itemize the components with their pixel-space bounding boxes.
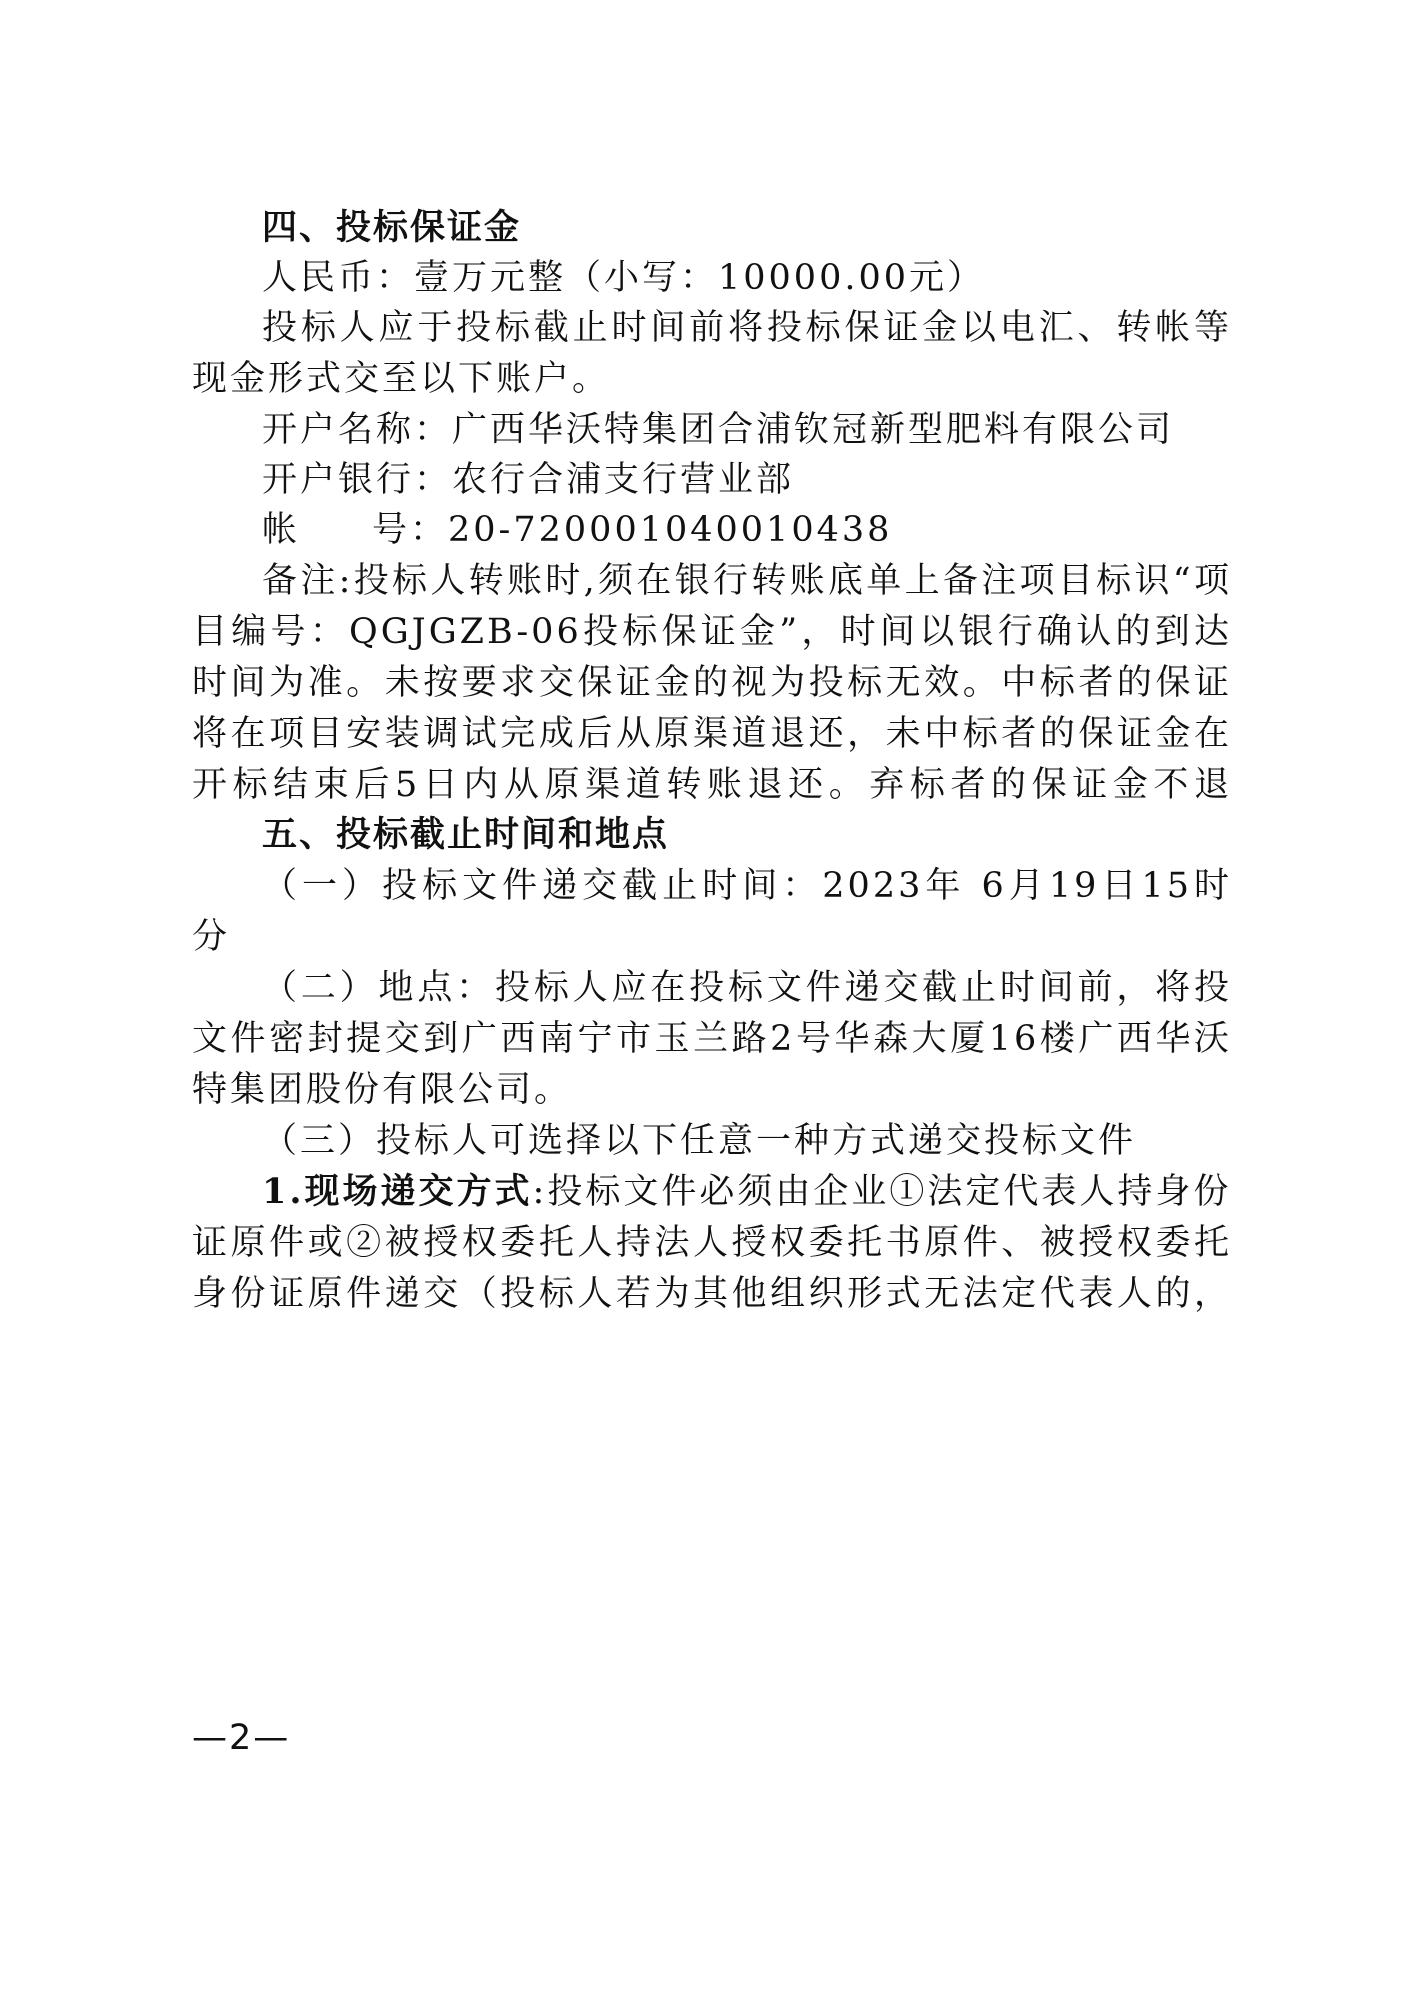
note-line-4: 将在项目安装调试完成后从原渠道退还，未中标者的保证金在 [192,714,1232,754]
method-1-title: 1.现场递交方式 [262,1171,533,1212]
note-line-3: 时间为准。未按要求交保证金的视为投标无效。中标者的保证 [192,663,1232,703]
account-number-value: 20-720001040010438 [448,510,893,550]
deposit-amount: 人民币：壹万元整（小写：10000.00元） [262,258,986,298]
account-name-row [262,410,1232,450]
location-line-3: 特集团股份有限公司。 [192,1070,573,1110]
page-number: —2— [192,1718,291,1758]
bank-row [262,460,1232,500]
bank-value: 农行合浦支行营业部 [452,460,795,500]
submission-options: （三）投标人可选择以下任意一种方式递交投标文件 [262,1121,1137,1161]
note-line-1: 备注:投标人转账时,须在银行转账底单上备注项目标识“项 [262,561,1232,601]
method-1-line-1 [262,1172,1232,1212]
section-4-heading: 四、投标保证金 [262,208,522,248]
method-1-line-3: 身份证原件递交（投标人若为其他组织形式无法定代表人的， [192,1274,1232,1314]
section-5-heading: 五、投标截止时间和地点 [262,815,670,855]
bank-label: 开户银行： [262,460,453,500]
deposit-instruction-line-2: 现金形式交至以下账户。 [192,359,611,399]
deadline-line-2: 分 [192,917,231,957]
location-line-2: 文件密封提交到广西南宁市玉兰路2号华森大厦16楼广西华沃 [192,1019,1232,1059]
account-number-label-char-2: 号： [372,510,449,550]
deadline-line-1: （一）投标文件递交截止时间：2023年 6月19日15时 [262,866,1232,906]
method-1-text: :投标文件必须由企业①法定代表人持身份 [532,1172,1232,1212]
account-number-row [262,510,1232,550]
account-number-label-char-1: 帐 [262,510,301,550]
note-line-5: 开标结束后5日内从原渠道转账退还。弃标者的保证金不退 [192,765,1232,805]
note-line-2: 目编号：QGJGZB-06投标保证金”，时间以银行确认的到达 [192,612,1232,652]
location-line-1: （二）地点：投标人应在投标文件递交截止时间前，将投 [262,968,1232,1008]
method-1-line-2: 证原件或②被授权委托人持法人授权委托书原件、被授权委托 [192,1223,1232,1263]
deposit-instruction-line-1: 投标人应于投标截止时间前将投标保证金以电汇、转帐等 [262,308,1232,348]
account-name-label: 开户名称： [262,410,453,450]
account-name-value: 广西华沃特集团合浦钦冠新型肥料有限公司 [452,410,1175,450]
